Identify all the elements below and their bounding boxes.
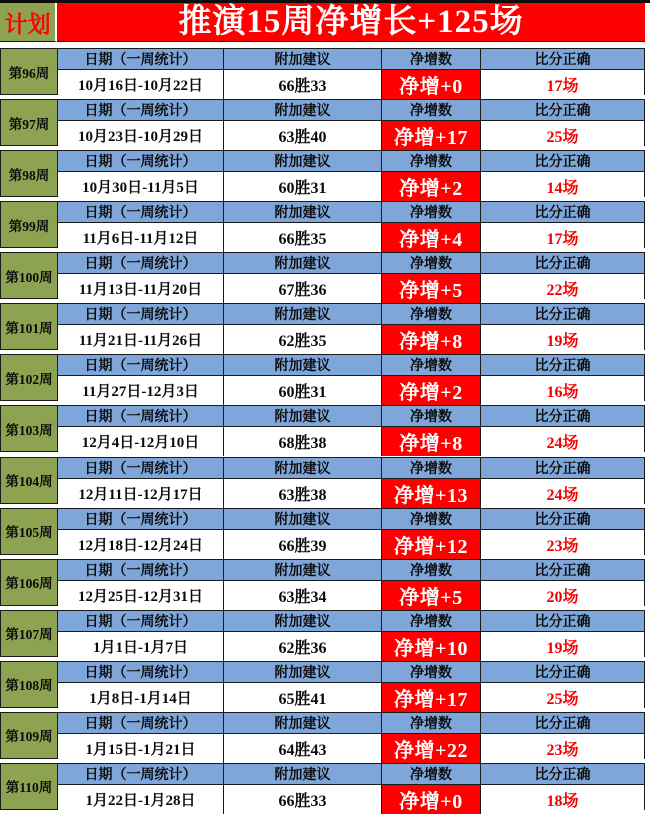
column-header-row bbox=[58, 355, 644, 376]
column-header-row bbox=[58, 764, 644, 785]
col-header-suggestion: 附加建议 bbox=[224, 100, 382, 120]
week-label: 第105周 bbox=[1, 509, 58, 554]
col-header-date: 日期（一周统计） bbox=[58, 713, 224, 733]
col-header-suggestion: 附加建议 bbox=[224, 509, 382, 529]
week-grid bbox=[58, 49, 644, 98]
suggestion-value: 66胜33 bbox=[224, 785, 382, 814]
week-label: 第96周 bbox=[1, 49, 58, 94]
week-block bbox=[0, 508, 645, 558]
col-header-date: 日期（一周统计） bbox=[58, 355, 224, 375]
top-header bbox=[0, 3, 645, 42]
col-header-net-increase: 净增数 bbox=[382, 662, 481, 682]
col-header-net-increase: 净增数 bbox=[382, 611, 481, 631]
week-block bbox=[0, 661, 645, 711]
correct-count: 16场 bbox=[546, 384, 579, 402]
week-label: 第110周 bbox=[1, 764, 58, 809]
net-increase-badge: 净增+5 bbox=[382, 274, 481, 303]
week-block bbox=[0, 99, 645, 150]
week-label: 第108周 bbox=[1, 662, 58, 707]
col-header-suggestion: 附加建议 bbox=[224, 764, 382, 784]
net-increase-badge: 净增+0 bbox=[382, 785, 481, 814]
week-grid bbox=[58, 151, 644, 201]
correct-count: 22场 bbox=[546, 282, 579, 300]
date-range: 10月30日-11月5日 bbox=[58, 172, 224, 201]
col-header-date: 日期（一周统计） bbox=[58, 764, 224, 784]
col-header-suggestion: 附加建议 bbox=[224, 355, 382, 375]
suggestion-value: 68胜38 bbox=[224, 427, 382, 456]
date-range: 10月23日-10月29日 bbox=[58, 121, 224, 150]
column-header-row bbox=[58, 611, 644, 632]
date-range: 12月11日-12月17日 bbox=[58, 479, 224, 508]
column-header-row bbox=[58, 151, 644, 172]
correct-count: 25场 bbox=[546, 129, 579, 147]
column-header-row bbox=[58, 713, 644, 734]
col-header-suggestion: 附加建议 bbox=[224, 458, 382, 478]
date-range: 12月4日-12月10日 bbox=[58, 427, 224, 456]
col-header-date: 日期（一周统计） bbox=[58, 611, 224, 631]
data-row bbox=[58, 325, 644, 354]
col-header-date: 日期（一周统计） bbox=[58, 151, 224, 171]
col-header-suggestion: 附加建议 bbox=[224, 713, 382, 733]
col-header-suggestion: 附加建议 bbox=[224, 560, 382, 580]
col-header-suggestion: 附加建议 bbox=[224, 49, 382, 69]
col-header-net-increase: 净增数 bbox=[382, 355, 481, 375]
week-block bbox=[0, 610, 645, 660]
data-row bbox=[58, 223, 644, 252]
col-header-net-increase: 净增数 bbox=[382, 304, 481, 324]
date-range: 11月13日-11月20日 bbox=[58, 274, 224, 303]
plan-label: 计划 bbox=[0, 3, 57, 42]
correct-count: 19场 bbox=[546, 639, 579, 657]
net-increase-badge: 净增+4 bbox=[382, 223, 481, 252]
week-label: 第97周 bbox=[1, 100, 58, 145]
week-grid bbox=[58, 100, 644, 150]
week-block bbox=[0, 405, 645, 456]
col-header-net-increase: 净增数 bbox=[382, 151, 481, 171]
data-row bbox=[58, 172, 644, 201]
correct-count: 18场 bbox=[546, 792, 579, 810]
col-header-score-correct: 比分正确 bbox=[534, 614, 591, 630]
week-block bbox=[0, 48, 645, 98]
week-label: 第99周 bbox=[1, 202, 58, 247]
net-increase-badge: 净增+0 bbox=[382, 70, 481, 99]
suggestion-value: 62胜35 bbox=[224, 325, 382, 354]
suggestion-value: 63胜38 bbox=[224, 479, 382, 508]
data-row bbox=[58, 376, 644, 405]
suggestion-value: 66胜33 bbox=[224, 70, 382, 99]
week-grid bbox=[58, 611, 644, 660]
col-header-date: 日期（一周统计） bbox=[58, 202, 224, 222]
date-range: 10月16日-10月22日 bbox=[58, 70, 224, 99]
column-header-row bbox=[58, 560, 644, 581]
col-header-net-increase: 净增数 bbox=[382, 509, 481, 529]
col-header-score-correct: 比分正确 bbox=[534, 461, 591, 477]
col-header-score-correct: 比分正确 bbox=[534, 767, 591, 783]
col-header-date: 日期（一周统计） bbox=[58, 253, 224, 273]
correct-count: 24场 bbox=[546, 435, 579, 453]
col-header-date: 日期（一周统计） bbox=[58, 406, 224, 426]
correct-count: 23场 bbox=[546, 537, 579, 555]
correct-count: 17场 bbox=[546, 78, 579, 95]
correct-count: 24场 bbox=[546, 486, 579, 504]
date-range: 11月27日-12月3日 bbox=[58, 376, 224, 405]
suggestion-value: 66胜39 bbox=[224, 530, 382, 559]
col-header-net-increase: 净增数 bbox=[382, 713, 481, 733]
suggestion-value: 60胜31 bbox=[224, 172, 382, 201]
data-row bbox=[58, 581, 644, 610]
week-grid bbox=[58, 764, 644, 813]
week-label: 第102周 bbox=[1, 355, 58, 400]
correct-count: 14场 bbox=[546, 180, 579, 198]
data-row bbox=[58, 427, 644, 456]
net-increase-badge: 净增+2 bbox=[382, 172, 481, 201]
column-header-row bbox=[58, 100, 644, 121]
net-increase-badge: 净增+17 bbox=[382, 121, 481, 150]
week-grid bbox=[58, 253, 644, 303]
date-range: 12月25日-12月31日 bbox=[58, 581, 224, 610]
col-header-score-correct: 比分正确 bbox=[534, 512, 591, 528]
correct-count: 23场 bbox=[546, 741, 579, 759]
column-header-row bbox=[58, 662, 644, 683]
week-block bbox=[0, 201, 645, 252]
week-block bbox=[0, 303, 645, 354]
col-header-suggestion: 附加建议 bbox=[224, 202, 382, 222]
week-label: 第109周 bbox=[1, 713, 58, 758]
week-block bbox=[0, 457, 645, 507]
data-row bbox=[58, 70, 644, 99]
week-grid bbox=[58, 560, 644, 609]
col-header-score-correct: 比分正确 bbox=[534, 716, 591, 732]
date-range: 12月18日-12月24日 bbox=[58, 530, 224, 559]
week-label: 第103周 bbox=[1, 406, 58, 451]
suggestion-value: 60胜31 bbox=[224, 376, 382, 405]
week-grid bbox=[58, 202, 644, 252]
week-grid bbox=[58, 509, 644, 558]
week-grid bbox=[58, 662, 644, 711]
suggestion-value: 62胜36 bbox=[224, 632, 382, 661]
col-header-net-increase: 净增数 bbox=[382, 458, 481, 478]
col-header-score-correct: 比分正确 bbox=[534, 308, 591, 324]
week-grid bbox=[58, 406, 644, 456]
week-label: 第100周 bbox=[1, 253, 58, 298]
net-increase-badge: 净增+10 bbox=[382, 632, 481, 661]
column-header-row bbox=[58, 202, 644, 223]
data-row bbox=[58, 734, 644, 763]
week-block bbox=[0, 712, 645, 762]
week-grid bbox=[58, 304, 644, 354]
week-block bbox=[0, 252, 645, 303]
col-header-score-correct: 比分正确 bbox=[534, 155, 591, 171]
data-row bbox=[58, 530, 644, 559]
correct-count: 17场 bbox=[546, 231, 579, 249]
col-header-score-correct: 比分正确 bbox=[534, 53, 591, 68]
net-increase-badge: 净增+8 bbox=[382, 325, 481, 354]
week-label: 第104周 bbox=[1, 458, 58, 503]
col-header-net-increase: 净增数 bbox=[382, 202, 481, 222]
week-label: 第98周 bbox=[1, 151, 58, 196]
week-block bbox=[0, 763, 645, 813]
col-header-score-correct: 比分正确 bbox=[534, 206, 591, 222]
net-increase-badge: 净增+2 bbox=[382, 376, 481, 405]
col-header-suggestion: 附加建议 bbox=[224, 662, 382, 682]
column-header-row bbox=[58, 304, 644, 325]
col-header-date: 日期（一周统计） bbox=[58, 100, 224, 120]
column-header-row bbox=[58, 253, 644, 274]
col-header-date: 日期（一周统计） bbox=[58, 458, 224, 478]
net-increase-badge: 净增+17 bbox=[382, 683, 481, 712]
col-header-net-increase: 净增数 bbox=[382, 406, 481, 426]
suggestion-value: 63胜34 bbox=[224, 581, 382, 610]
col-header-score-correct: 比分正确 bbox=[534, 563, 591, 579]
suggestion-value: 63胜40 bbox=[224, 121, 382, 150]
column-header-row bbox=[58, 509, 644, 530]
col-header-net-increase: 净增数 bbox=[382, 253, 481, 273]
date-range: 1月1日-1月7日 bbox=[58, 632, 224, 661]
col-header-suggestion: 附加建议 bbox=[224, 611, 382, 631]
page-title: 推演15周净增长+125场 bbox=[57, 3, 645, 42]
col-header-net-increase: 净增数 bbox=[382, 100, 481, 120]
suggestion-value: 64胜43 bbox=[224, 734, 382, 763]
col-header-suggestion: 附加建议 bbox=[224, 253, 382, 273]
column-header-row bbox=[58, 49, 644, 70]
column-header-row bbox=[58, 406, 644, 427]
suggestion-value: 67胜36 bbox=[224, 274, 382, 303]
data-row bbox=[58, 683, 644, 712]
net-increase-badge: 净增+13 bbox=[382, 479, 481, 508]
correct-count: 19场 bbox=[546, 333, 579, 351]
col-header-net-increase: 净增数 bbox=[382, 764, 481, 784]
net-increase-badge: 净增+5 bbox=[382, 581, 481, 610]
data-row bbox=[58, 274, 644, 303]
data-row bbox=[58, 632, 644, 661]
col-header-score-correct: 比分正确 bbox=[534, 257, 591, 273]
data-row bbox=[58, 479, 644, 508]
net-increase-badge: 净增+22 bbox=[382, 734, 481, 763]
col-header-net-increase: 净增数 bbox=[382, 49, 481, 69]
week-label: 第107周 bbox=[1, 611, 58, 656]
date-range: 11月6日-11月12日 bbox=[58, 223, 224, 252]
week-label: 第106周 bbox=[1, 560, 58, 605]
weeks-table bbox=[0, 48, 645, 813]
week-label: 第101周 bbox=[1, 304, 58, 349]
week-block bbox=[0, 354, 645, 405]
suggestion-value: 66胜35 bbox=[224, 223, 382, 252]
week-grid bbox=[58, 458, 644, 507]
col-header-date: 日期（一周统计） bbox=[58, 304, 224, 324]
correct-count: 25场 bbox=[546, 690, 579, 708]
col-header-date: 日期（一周统计） bbox=[58, 49, 224, 69]
week-grid bbox=[58, 355, 644, 405]
col-header-suggestion: 附加建议 bbox=[224, 406, 382, 426]
date-range: 11月21日-11月26日 bbox=[58, 325, 224, 354]
col-header-score-correct: 比分正确 bbox=[534, 104, 591, 120]
week-block bbox=[0, 559, 645, 609]
col-header-date: 日期（一周统计） bbox=[58, 560, 224, 580]
column-header-row bbox=[58, 458, 644, 479]
col-header-score-correct: 比分正确 bbox=[534, 359, 591, 375]
week-block bbox=[0, 150, 645, 201]
data-row bbox=[58, 121, 644, 150]
col-header-net-increase: 净增数 bbox=[382, 560, 481, 580]
suggestion-value: 65胜41 bbox=[224, 683, 382, 712]
net-increase-badge: 净增+8 bbox=[382, 427, 481, 456]
col-header-suggestion: 附加建议 bbox=[224, 304, 382, 324]
date-range: 1月22日-1月28日 bbox=[58, 785, 224, 814]
col-header-score-correct: 比分正确 bbox=[534, 665, 591, 681]
col-header-score-correct: 比分正确 bbox=[534, 410, 591, 426]
week-grid bbox=[58, 713, 644, 762]
correct-count: 20场 bbox=[546, 588, 579, 606]
date-range: 1月8日-1月14日 bbox=[58, 683, 224, 712]
net-increase-badge: 净增+12 bbox=[382, 530, 481, 559]
col-header-date: 日期（一周统计） bbox=[58, 662, 224, 682]
col-header-suggestion: 附加建议 bbox=[224, 151, 382, 171]
date-range: 1月15日-1月21日 bbox=[58, 734, 224, 763]
col-header-date: 日期（一周统计） bbox=[58, 509, 224, 529]
